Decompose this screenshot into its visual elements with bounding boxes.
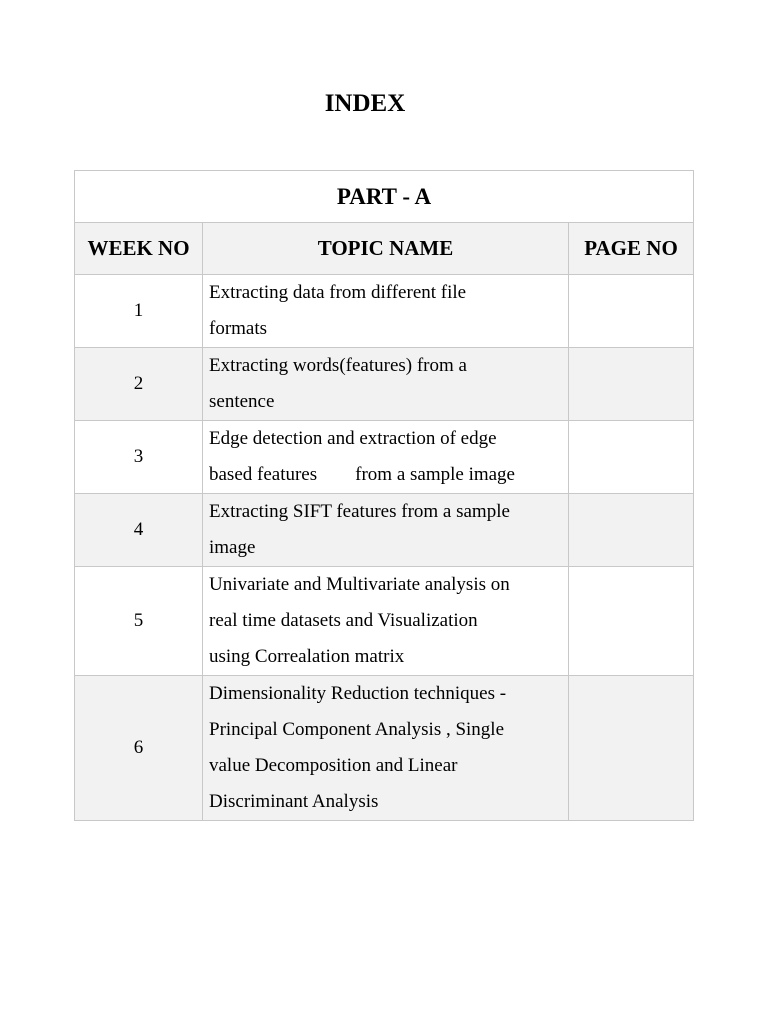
topic-name: Edge detection and extraction of edge based features from a sample image [203,421,569,494]
page-title: INDEX [324,90,406,117]
week-number: 4 [75,494,203,567]
part-title-row [75,171,694,223]
topic-name: Dimensionality Reduction techniques - Principal Component Analysis , Single value Decomposition and Linear Discriminant Analysis [203,676,569,821]
topic-name: Extracting data from different file formats [203,275,569,348]
week-number: 3 [75,421,203,494]
index-table [74,170,694,821]
page-number [569,275,694,348]
week-number: 6 [75,676,203,821]
topic-name: Extracting words(features) from a sentence [203,348,569,421]
table-row [75,348,694,421]
table-header-row [75,223,694,275]
page-number [569,421,694,494]
table-row [75,676,694,821]
header-page-no: PAGE NO [569,223,694,275]
header-topic-name: TOPIC NAME [203,223,569,275]
week-number: 2 [75,348,203,421]
table-row [75,567,694,676]
page-number [569,494,694,567]
part-title: PART - A [75,171,694,223]
week-number: 5 [75,567,203,676]
topic-name: Extracting SIFT features from a sample image [203,494,569,567]
page-number [569,348,694,421]
topic-name: Univariate and Multivariate analysis on real time datasets and Visualization using Correalation matrix [203,567,569,676]
page-number [569,567,694,676]
week-number: 1 [75,275,203,348]
header-week-no: WEEK NO [75,223,203,275]
table-row [75,494,694,567]
table-row [75,421,694,494]
table-row [75,275,694,348]
page-number [569,676,694,821]
